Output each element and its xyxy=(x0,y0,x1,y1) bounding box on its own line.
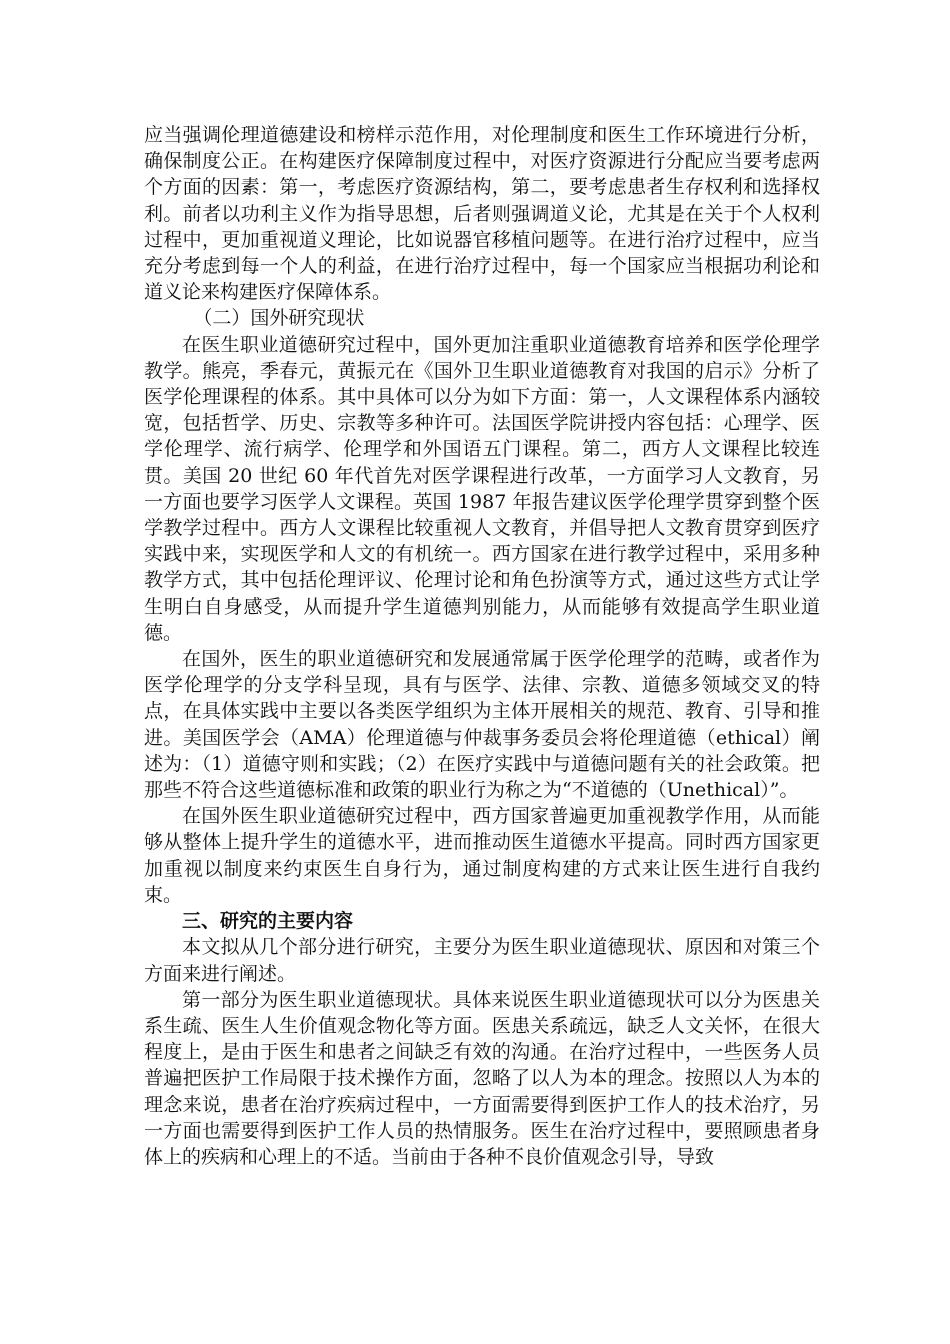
section-heading-foreign-research: （二）国外研究现状 xyxy=(193,307,365,330)
paragraph-part-one: 第一部分为医生职业道德现状。具体来说医生职业道德现状可以分为医患关系生疏、医生人生价值观念物化等方面。医患关系疏远，缺乏人文关怀，在很大程度上，是由于医生和患者之间缺乏有效的沟通。在治疗过程中，一些医务人员普遍把医护工作局限于技术操作方面，忽略了以人为本的理念。按照以人为本的理念来说，患者在治疗疾病过程中，一方面需要得到医护工作人的技术治疗，另一方面也需要得到医护工作人员的热情服务。医生在治疗过程中，要照顾患者身体上的疾病和心理上的不适。当前由于各种不良价值观念引导，导致 xyxy=(144,988,820,1168)
section-heading-main-content: 三、研究的主要内容 xyxy=(182,910,354,933)
paragraph-intro: 应当强调伦理道德建设和榜样示范作用，对伦理制度和医生工作环境进行分析，确保制度公正。在构建医疗保障制度过程中，对医疗资源进行分配应当要考虑两个方面的因素：第一，考虑医疗资源结构，第二，要考虑患者生存权利和选择权利。前者以功利主义作为指导思想，后者则强调道义论，尤其是在关于个人权利过程中，更加重视道义理论，比如说器官移植问题等。在进行治疗过程中，应当充分考虑到每一个人的利益，在进行治疗过程中，每一个国家应当根据功利论和道义论来构建医疗保障体系。 xyxy=(144,124,820,304)
document-page xyxy=(144,122,820,1170)
paragraph-foreign-ethics: 在国外，医生的职业道德研究和发展通常属于医学伦理学的范畴，或者作为医学伦理学的分支学科呈现，具有与医学、法律、宗教、道德多领域交叉的特点，在具体实践中主要以各类医学组织为主体开展相关的规范、教育、引导和推进。美国医学会（AMA）伦理道德与仲裁事务委员会将伦理道德（ethical）阐述为：（1）道德守则和实践；（2）在医疗实践中与道德问题有关的社会政策。把那些不符合这些道德标准和政策的职业行为称之为“不道德的（Unethical）”。 xyxy=(144,648,820,802)
paragraph-foreign-education: 在医生职业道德研究过程中，国外更加注重职业道德教育培养和医学伦理学教学。熊亮，季春元，黄振元在《国外卫生职业道德教育对我国的启示》分析了医学伦理课程的体系。其中具体可以分为如下方面：第一，人文课程体系内涵较宽，包括哲学、历史、宗教等多种许可。法国医学院讲授内容包括：心理学、医学伦理学、流行病学、伦理学和外国语五门课程。第二，西方人文课程比较连贯。美国 20 世纪 60 年代首先对医学课程进行改革，一方面学习人文教育，另一方面也要学习医学人文课程。英国 1987 年报告建议医学伦理学贯穿到整个医学教学过程中。西方人文课程比较重视人文教育，并倡导把人文教育贯穿到医疗实践中来，实现医学和人文的有机统一。西方国家在进行教学过程中，采用多种教学方式，其中包括伦理评议、伦理讨论和角色扮演等方式，通过这些方式让学生明白自身感受，从而提升学生道德判别能力，从而能够有效提高学生职业道德。 xyxy=(144,333,820,644)
paragraph-research-outline: 本文拟从几个部分进行研究，主要分为医生职业道德现状、原因和对策三个方面来进行阐述。 xyxy=(144,936,820,985)
paragraph-foreign-teaching: 在国外医生职业道德研究过程中，西方国家普遍更加重视教学作用，从而能够从整体上提升学生的道德水平，进而推动医生道德水平提高。同时西方国家更加重视以制度来约束医生自身行为，通过制度构建的方式来让医生进行自我约束。 xyxy=(144,805,820,906)
